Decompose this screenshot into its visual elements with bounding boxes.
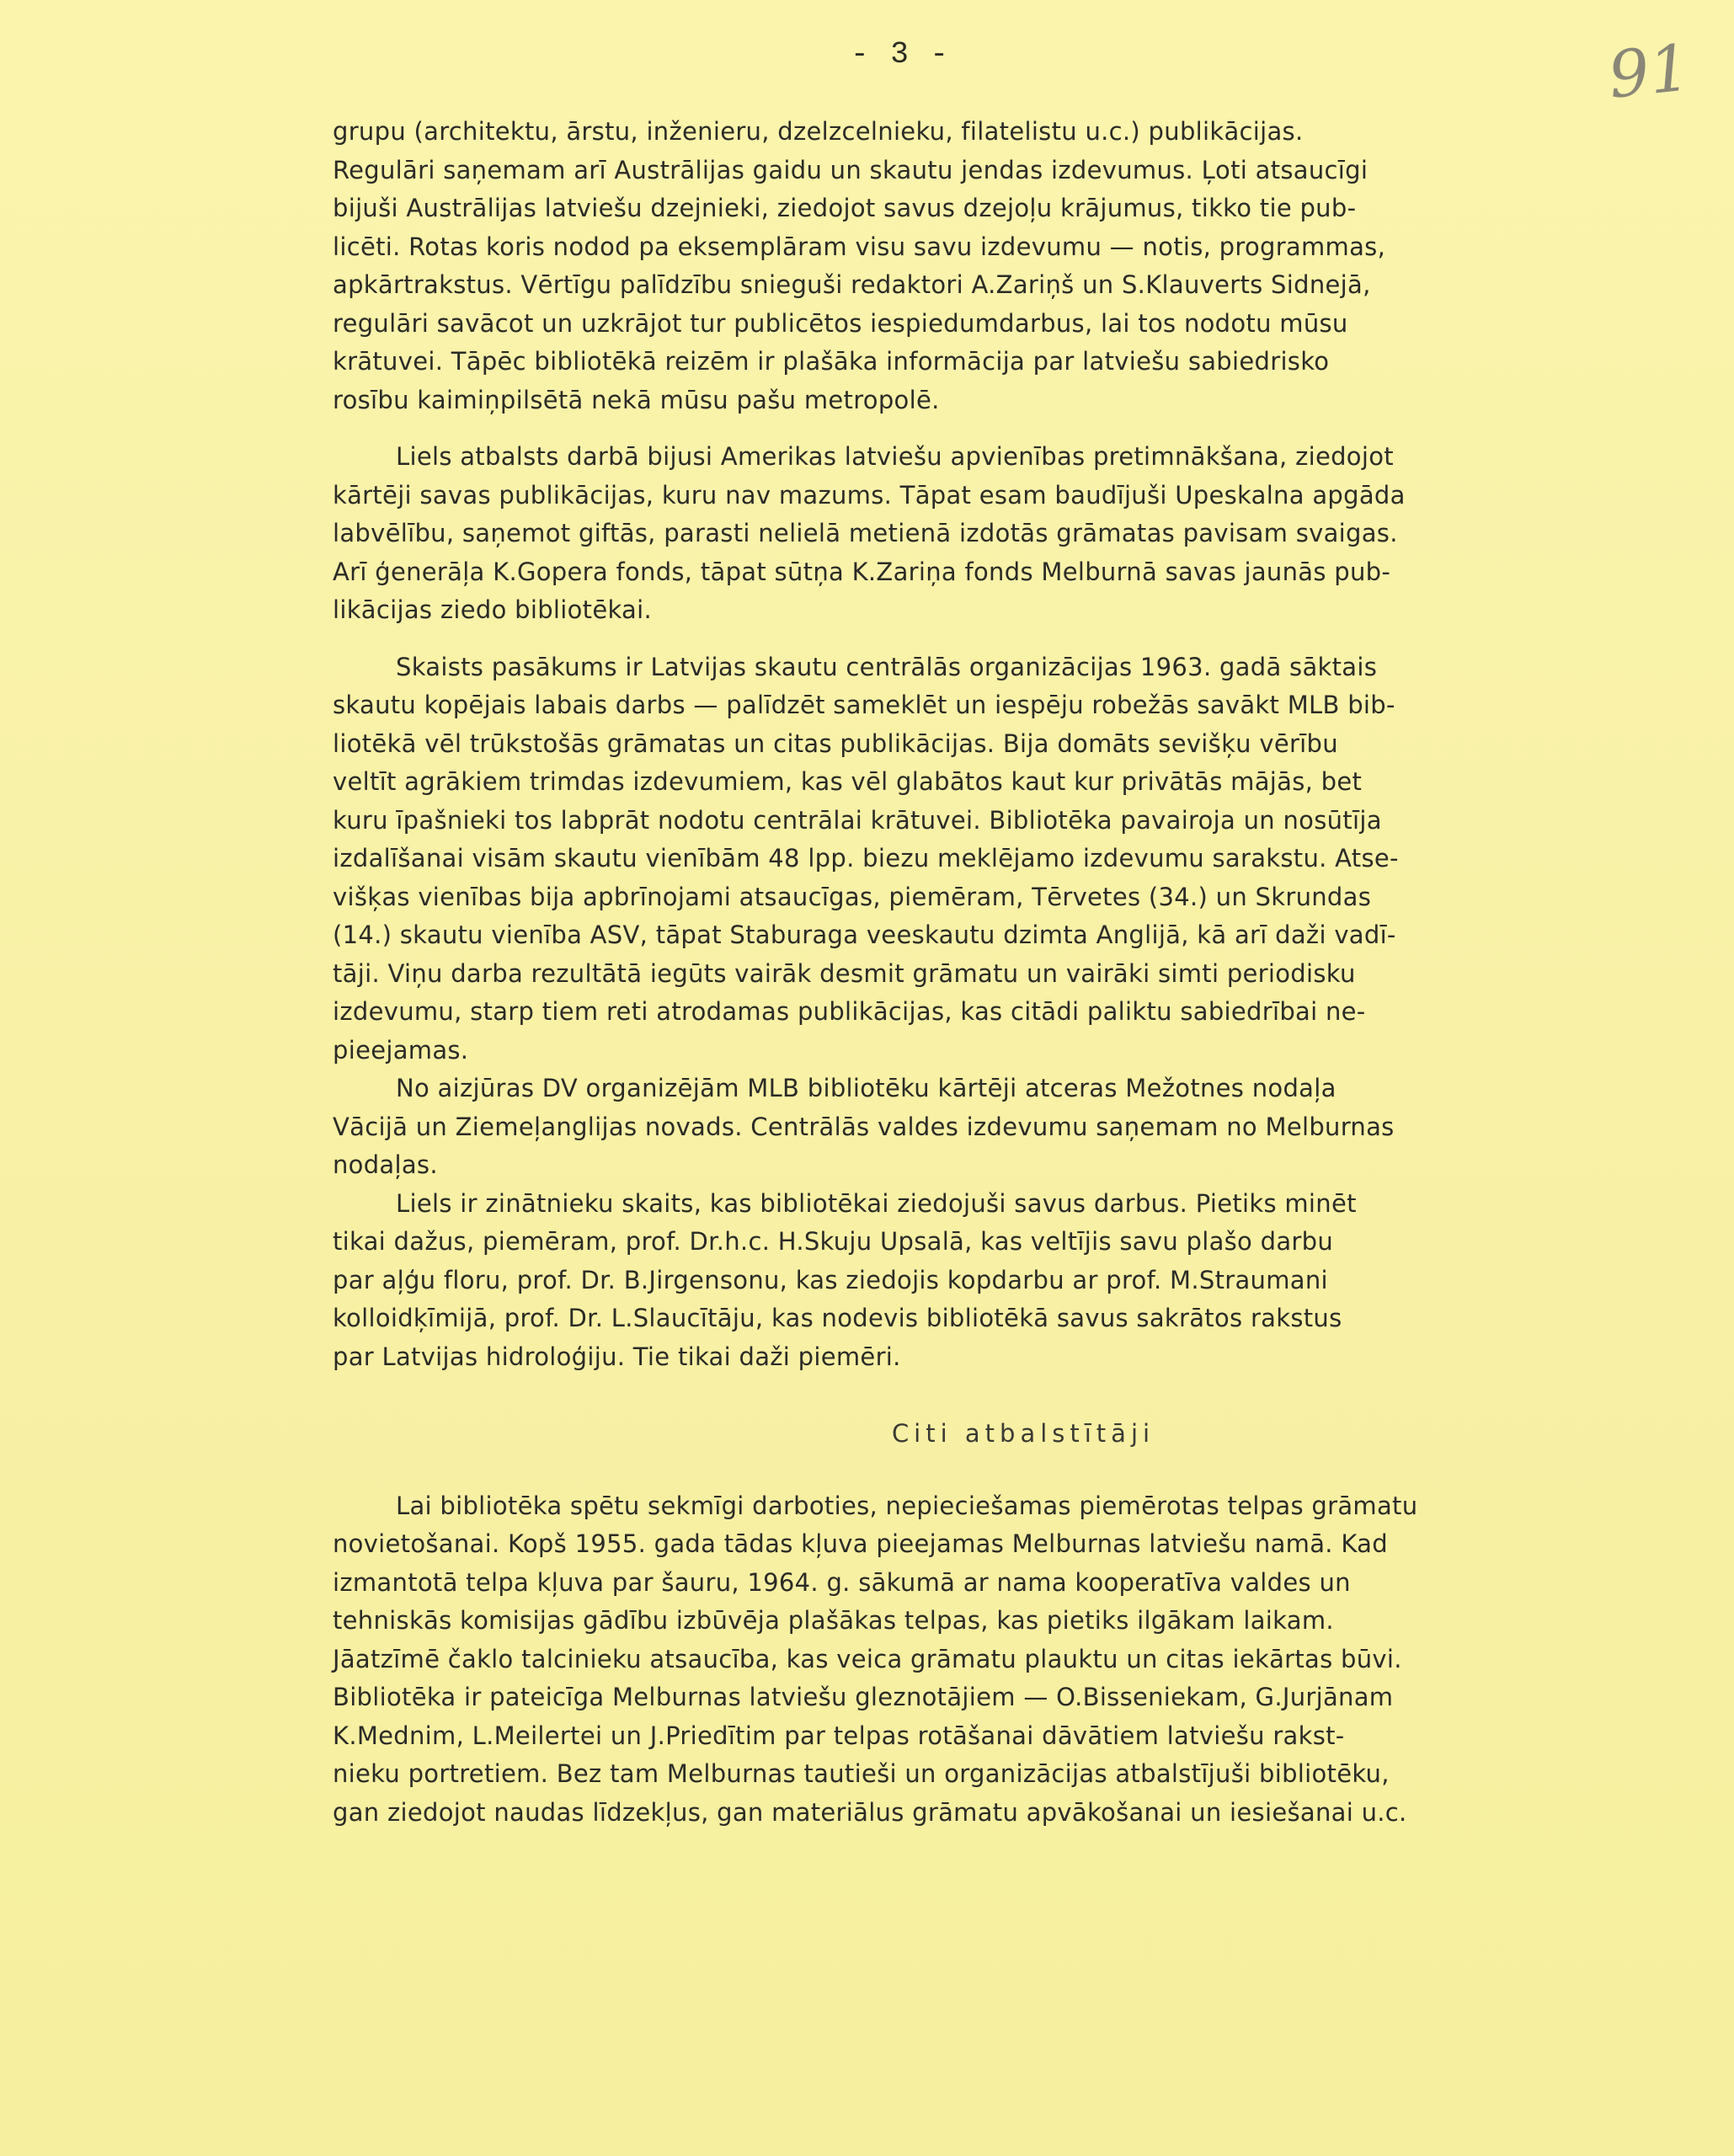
text-line: višķas vienības bija apbrīnojami atsaucīgas, piemēram, Tērvetes (34.) un Skrundas [333,882,1372,911]
text-line: kārtēji savas publikācijas, kuru nav mazums. Tāpat esam baudījuši Upeskalna apgāda [333,480,1406,510]
text-line: Bibliotēka ir pateicīga Melburnas latviešu gleznotājiem — O.Bisseniekam, G.Jurjānam [333,1683,1394,1711]
text-line: likācijas ziedo bibliotēkai. [333,595,652,624]
paragraph-5 [333,1185,1697,1377]
text-line: izmantotā telpa kļuva par šauru, 1964. g. sākumā ar nama kooperatīva valdes un [333,1567,1351,1597]
text-line: kolloidķīmijā, prof. Dr. L.Slaucītāju, kas nodevis bibliotēkā savus sakrātos rakstus [333,1304,1342,1332]
text-line: No aizjūras DV organizējām MLB bibliotēku kārtēji atceras Mežotnes nodaļa [396,1074,1337,1102]
text-line: K.Mednim, L.Meilertei un J.Priedītim par telpas rotāšanai dāvātiem latviešu rakst- [333,1721,1345,1750]
paragraph-3 [333,648,1697,1070]
handwritten-folio-number: 91 [1604,29,1694,113]
text-line: novietošanai. Kopš 1955. gada tādas kļuva pieejamas Melburnas latviešu namā. Kad [333,1529,1388,1558]
text-line: izdevumu, starp tiem reti atrodamas publikācijas, kas citādi paliktu sabiedrībai ne- [333,997,1366,1026]
text-line: labvēlību, saņemot giftās, parasti nelielā metienā izdotās grāmatas pavisam svaigas. [333,519,1398,547]
text-line: tehniskās komisijas gādību izbūvēja plašākas telpas, kas pietiks ilgākam laikam. [333,1606,1334,1635]
text-line: par Latvijas hidroloģiju. Tie tikai daži piemēri. [333,1342,901,1371]
document-body [333,113,1697,1832]
paragraph-4 [333,1070,1697,1185]
text-line: kuru īpašnieki tos labprāt nodotu centrālai krātuvei. Bibliotēka pavairoja un nosūtīja [333,805,1382,835]
page-number: - 3 - [851,37,951,72]
text-line: tāji. Viņu darba rezultātā iegūts vairāk desmit grāmatu un vairāki simti periodisku [333,958,1356,988]
text-line: izdalīšanai visām skautu vienībām 48 lpp. biezu meklējamo izdevumu sarakstu. Atse- [333,844,1399,873]
paragraph-2 [333,438,1697,630]
text-line: Liels ir zinātnieku skaits, kas bibliotēkai ziedojuši savus darbus. Pietiks minēt [396,1188,1357,1218]
text-line: bijuši Austrālijas latviešu dzejnieki, ziedojot savus dzejoļu krājumus, tikko tie pub- [333,194,1357,222]
text-line: Lai bibliotēka spētu sekmīgi darboties, nepieciešamas piemērotas telpas grāmatu [396,1491,1418,1520]
text-line: krātuvei. Tāpēc bibliotēkā reizēm ir plašāka informācija par latviešu sabiedrisko [333,347,1330,376]
text-line: Vācijā un Ziemeļanglijas novads. Centrālās valdes izdevumu saņemam no Melburnas [333,1112,1395,1141]
section-heading: Citi atbalstītāji [891,1419,1155,1448]
text-line: Arī ģenerāļa K.Gopera fonds, tāpat sūtņa K.Zariņa fonds Melburnā savas jaunās pub- [333,557,1391,586]
text-line: gan ziedojot naudas līdzekļus, gan materiālus grāmatu apvākošanai un iesiešanai u.c. [333,1797,1407,1827]
text-line: apkārtrakstus. Vērtīgu palīdzību snieguši redaktori A.Zariņš un S.Klauverts Sidnejā, [333,270,1371,299]
section-paragraph-1 [333,1487,1697,1833]
text-line: licēti. Rotas koris nodod pa eksemplāram visu savu izdevumu — notis, programmas, [333,232,1386,261]
text-line: liotēkā vēl trūkstošās grāmatas un citas publikācijas. Bija domāts sevišķu vērību [333,728,1338,758]
text-line: (14.) skautu vienība ASV, tāpat Staburaga veeskautu dzimta Anglijā, kā arī daži vadī- [333,921,1396,949]
text-line: regulāri savācot un uzkrājot tur publicētos iespiedumdarbus, lai tos nodotu mūsu [333,308,1348,338]
text-line: pieejamas. [333,1035,469,1065]
text-line: nodaļas. [333,1150,438,1179]
text-line: Regulāri saņemam arī Austrālijas gaidu un skautu jendas izdevumus. Ļoti atsaucīgi [333,155,1369,184]
text-line: rosību kaimiņpilsētā nekā mūsu pašu metropolē. [333,385,940,414]
text-line: grupu (architektu, ārstu, inženieru, dzelzcelnieku, filatelistu u.c.) publikācijas. [333,117,1304,146]
text-line: tikai dažus, piemēram, prof. Dr.h.c. H.Skuju Upsalā, kas veltījis savu plašo darbu [333,1227,1334,1256]
text-line: nieku portretiem. Bez tam Melburnas tautieši un organizācijas atbalstījuši bibliotēku, [333,1759,1390,1788]
text-line: Liels atbalsts darbā bijusi Amerikas latviešu apvienības pretimnākšana, ziedojot [396,442,1394,471]
text-line: Skaists pasākums ir Latvijas skautu centrālās organizācijas 1963. gadā sāktais [396,652,1378,681]
text-line: skautu kopējais labais darbs — palīdzēt sameklēt un iespēju robežās savākt MLB bib- [333,691,1395,719]
paragraph-1 [333,113,1697,419]
text-line: par aļģu floru, prof. Dr. B.Jirgensonu, kas ziedojis kopdarbu ar prof. M.Straumani [333,1265,1328,1294]
text-line: Jāatzīmē čaklo talcinieku atsaucība, kas veica grāmatu plauktu un citas iekārtas būvi. [333,1644,1402,1673]
text-line: veltīt agrākiem trimdas izdevumiem, kas vēl glabātos kaut kur privātās mājās, bet [333,767,1363,796]
